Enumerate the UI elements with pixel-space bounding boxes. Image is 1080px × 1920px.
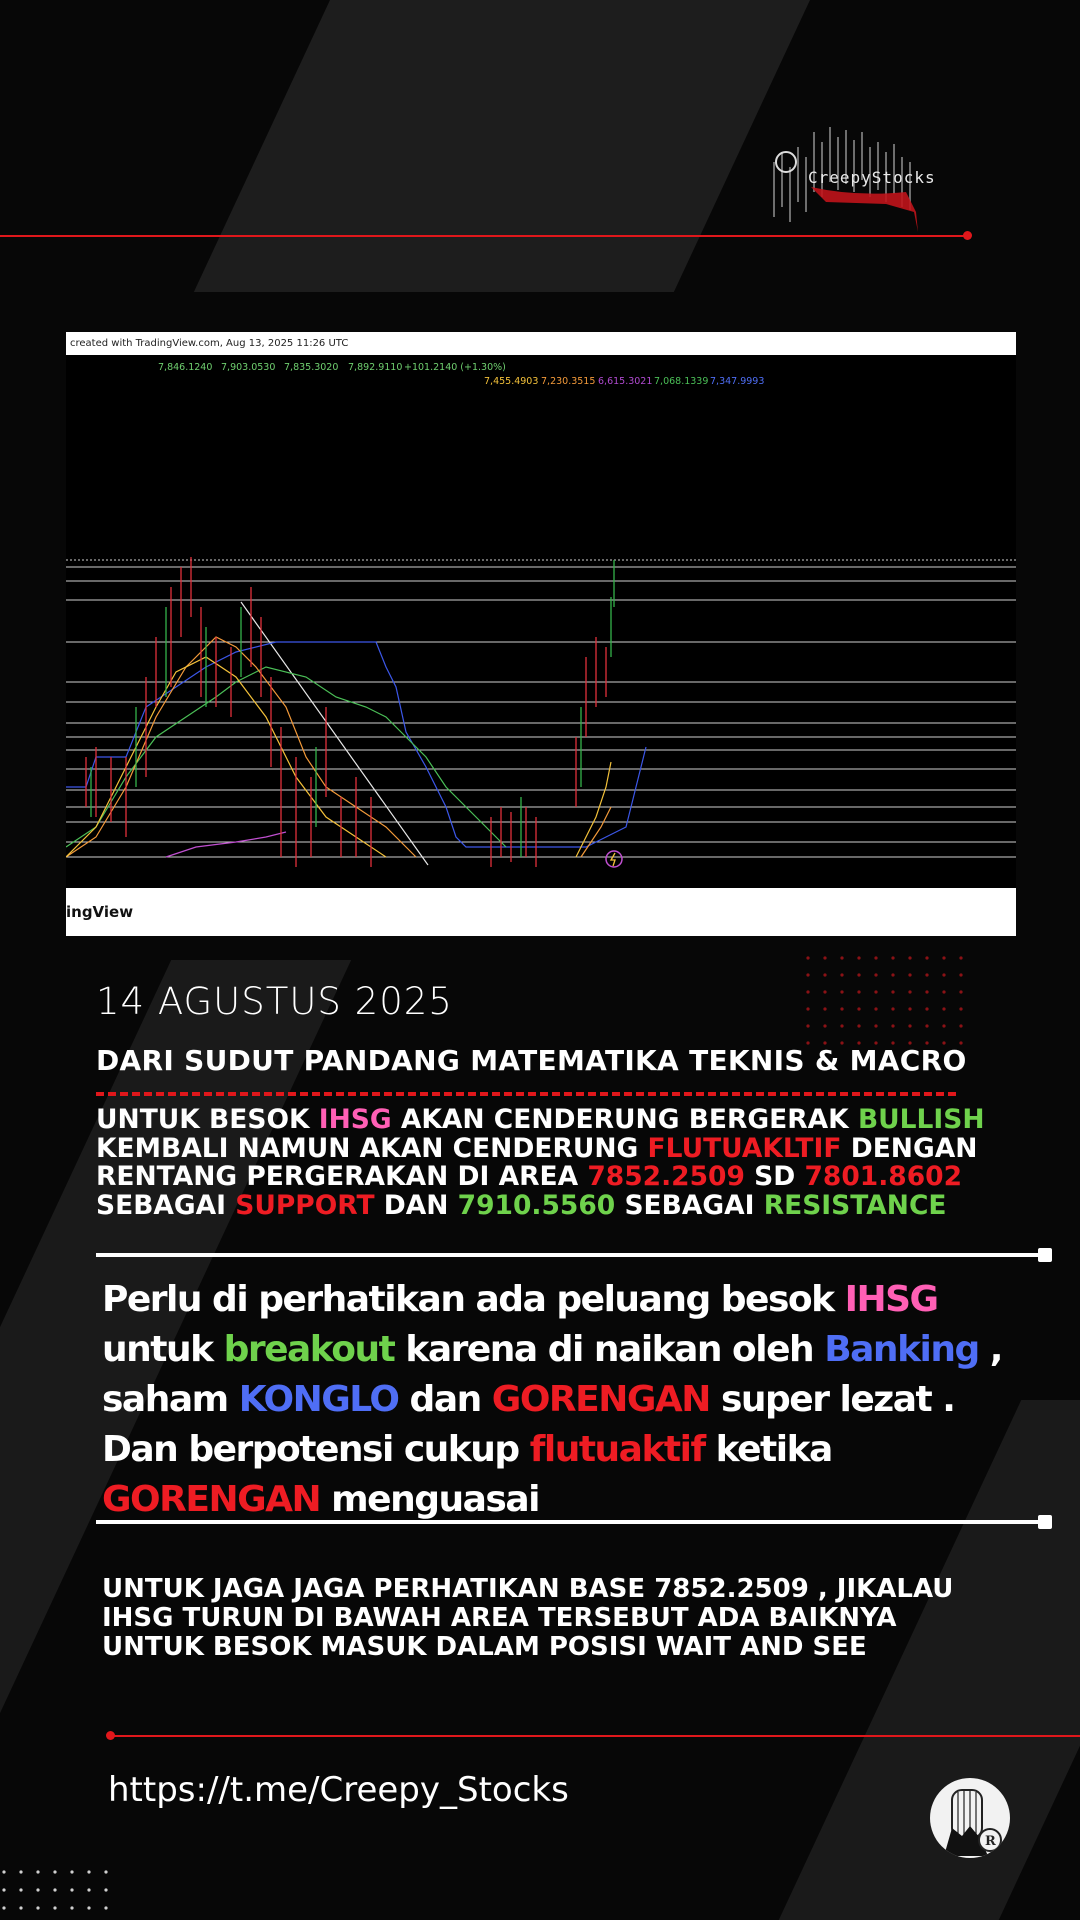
bg-stripe-top	[194, 0, 810, 292]
text-span: SEBAGAI	[615, 1189, 764, 1221]
text-span: ketika	[704, 1429, 832, 1470]
post-date: 14 AGUSTUS 2025	[96, 980, 453, 1023]
forecast-paragraph	[96, 1106, 1036, 1220]
highlight-flutuaktif: FLUTUAKLTIF	[647, 1132, 842, 1164]
highlight-konglo: KONGLO	[238, 1379, 399, 1420]
top-divider-dot	[963, 231, 972, 240]
text-span: karena di naikan oleh	[394, 1329, 825, 1370]
text-span: , saham	[102, 1329, 1002, 1420]
text-span: menguasai	[320, 1479, 539, 1520]
top-divider-line	[0, 235, 968, 237]
text-span: super lezat . Dan berpotensi cukup	[102, 1379, 955, 1470]
highlight-flutuaktif: flutuaktif	[529, 1429, 705, 1470]
highlight-banking: Banking	[824, 1329, 979, 1370]
svg-text:R: R	[985, 1834, 996, 1849]
bottom-divider-line	[110, 1735, 1080, 1737]
section-divider-1	[96, 1253, 1041, 1257]
avatar	[930, 1778, 1010, 1858]
chart-ma-1: 7,455.4903	[484, 376, 539, 387]
text-span: SD	[744, 1161, 805, 1192]
section-divider-2	[96, 1520, 1041, 1524]
chart-change: +101.2140 (+1.30%)	[404, 362, 506, 373]
dashed-divider	[96, 1092, 956, 1096]
text-span: DAN	[374, 1189, 458, 1221]
telegram-link[interactable]: https://t.me/Creepy_Stocks	[108, 1770, 569, 1810]
section-divider-1-end	[1038, 1248, 1052, 1262]
highlight-gorengan: GORENGAN	[102, 1479, 321, 1520]
support-value-1: 7852.2509	[587, 1161, 745, 1192]
text-span: dan	[398, 1379, 492, 1420]
text-span: Perlu di perhatikan ada peluang besok	[102, 1279, 845, 1320]
caution-paragraph: UNTUK JAGA JAGA PERHATIKAN BASE 7852.2509 , JIKALAU IHSG TURUN DI BAWAH AREA TERSEBUT ADA BAIKNYA UNTUK BESOK MASUK DALAM POSISI WAIT AND SEE	[102, 1574, 954, 1662]
chart-high: 7,903.0530	[221, 362, 276, 373]
text-span: DENGAN RENTANG PERGERAKAN DI AREA	[96, 1132, 978, 1192]
highlight-bullish: BULLISH	[857, 1104, 985, 1135]
chart-ma-3: 6,615.3021	[598, 376, 653, 387]
chart-attribution: created with TradingView.com, Aug 13, 2025 11:26 UTC	[66, 332, 1016, 355]
text-span: SEBAGAI	[96, 1189, 236, 1221]
chart-low: 7,835.3020	[284, 362, 339, 373]
birdcage-icon	[930, 1778, 1010, 1858]
chart-ma-4: 7,068.1339	[654, 376, 709, 387]
chart-ma-5: 7,347.9993	[710, 376, 765, 387]
post-subtitle: DARI SUDUT PANDANG MATEMATIKA TEKNIS & MACRO	[96, 1044, 967, 1077]
text-span: KEMBALI NAMUN AKAN CENDERUNG	[96, 1132, 648, 1164]
text-span: AKAN CENDERUNG BERGERAK	[391, 1104, 858, 1135]
brand-logo	[766, 122, 961, 232]
price-chart	[66, 332, 1016, 936]
text-span: untuk	[102, 1329, 224, 1370]
chart-plot-area	[66, 557, 1016, 892]
dot-grid-decoration	[805, 955, 975, 1055]
brand-logo-text: CreepyStocks	[808, 168, 936, 187]
chart-ma-2: 7,230.3515	[541, 376, 596, 387]
chart-close: 7,892.9110	[348, 362, 403, 373]
chart-open: 7,846.1240	[158, 362, 213, 373]
support-value-2: 7801.8602	[804, 1161, 963, 1192]
highlight-ihsg: IHSG	[318, 1104, 392, 1135]
chart-watermark: ingView	[66, 888, 1016, 936]
analysis-paragraph	[102, 1275, 1022, 1525]
highlight-ihsg: IHSG	[844, 1279, 938, 1320]
highlight-support: SUPPORT	[235, 1189, 375, 1221]
dot-grid-decoration-bottom	[0, 1868, 115, 1920]
section-divider-2-end	[1038, 1515, 1052, 1529]
resistance-value: 7910.5560	[457, 1189, 616, 1221]
highlight-breakout: breakout	[223, 1329, 395, 1370]
highlight-resistance: RESISTANCE	[763, 1189, 947, 1221]
text-span: UNTUK BESOK	[96, 1104, 319, 1135]
highlight-gorengan: GORENGAN	[491, 1379, 710, 1420]
